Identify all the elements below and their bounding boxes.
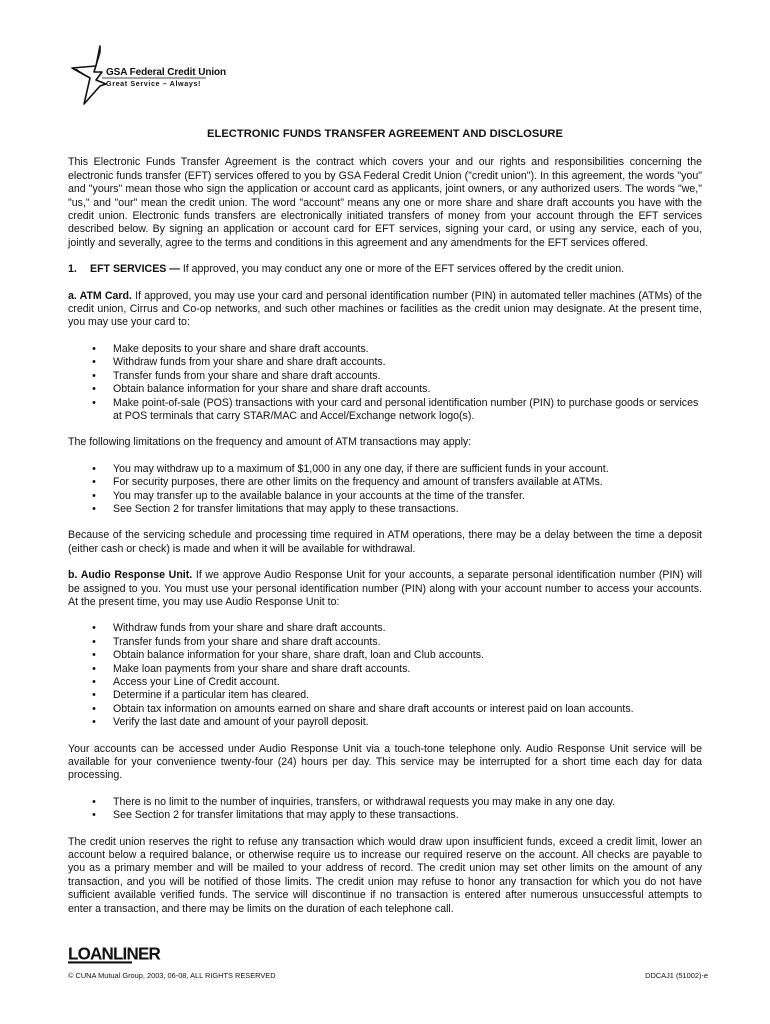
bullet-icon: • [92,622,96,635]
audio-access-note: Your accounts can be accessed under Audio Response Unit via a touch-tone telephone only. Audio Response Unit service will be available for your convenience twenty-four (24) hours per day. This service may be interrupted for a short time each day for data processing. [68,742,702,782]
section-text: If approved, you may conduct any one or more of the EFT services offered by the credit union. [179,263,625,276]
logo-slogan: Great Service – Always! [106,79,202,88]
bullet-icon: • [92,489,96,502]
bullet-icon: • [92,396,96,409]
list-item-text: There is no limit to the number of inquiries, transfers, or withdrawal requests you may make in any one day. [113,795,616,808]
bullet-icon: • [92,383,96,396]
list-item-text: Make loan payments from your share and share draft accounts. [113,662,411,675]
loanliner-logo [68,944,160,964]
list-item [92,649,702,662]
list-item-text: You may transfer up to the available balance in your accounts at the time of the transfer. [113,489,525,502]
audio-response-text: If we approve Audio Response Unit for your accounts, a separate personal identification number (PIN) will be assigned to you. You must use your personal identification number (PIN) along with your account number to access your accounts. At the present time, you may use Audio Response Unit to: [68,569,702,608]
list-item-text: Obtain tax information on amounts earned on share and share draft accounts or interest paid on loan accounts. [113,702,634,715]
list-item-text: Obtain balance information for your share and share draft accounts. [113,383,431,396]
loanliner-wordmark: LOANLINER [68,943,160,964]
bullet-icon: • [92,795,96,808]
list-item [92,396,702,424]
bullet-icon: • [92,689,96,702]
refuse-transaction-note: The credit union reserves the right to refuse any transaction which would draw upon insufficient funds, exceed a credit limit, lower an account below a required balance, or otherwise require us to increase our required reserve on the account. All checks are payable to you as a primary member and will be mailed to your address of record. The credit union may set other limits on the amount of any transaction, and you will be notified of those limits. The credit union may refuse to honor any transaction for which you do not have sufficient available verified funds. The service will discontinue if no transaction is entered after numerous unsuccessful attempts to enter a transaction, and there may be limits on the duration of each telephone call. [68,835,702,915]
atm-card-text: If approved, you may use your card and personal identification number (PIN) in automated teller machines (ATMs) of the credit union, Cirrus and Co-op networks, and such other machines or facilities as the credit union may designate. At the present time, you may use your card to: [68,289,702,329]
list-item-text: See Section 2 for transfer limitations that may apply to these transactions. [113,502,459,515]
audio-response-label: b. Audio Response Unit. [68,569,193,582]
list-item [92,342,702,356]
list-item [92,809,702,822]
page-footer [68,943,708,980]
list-item-text: For security purposes, there are other limits on the frequency and amount of transfers available at ATMs. [113,476,603,489]
list-item-text: Verify the last date and amount of your payroll deposit. [113,716,369,729]
audio-uses-list [68,622,702,729]
list-item [92,462,702,476]
bullet-icon: • [92,676,96,688]
audio-response-paragraph [68,569,702,609]
section-1-heading [68,263,702,276]
list-item-text: Determine if a particular item has cleared. [113,689,310,702]
atm-limits-intro: The following limitations on the frequency and amount of ATM transactions may apply: [68,436,472,449]
list-item-text: Transfer funds from your share and share draft accounts. [113,369,381,382]
list-item [92,502,702,516]
list-item [92,383,702,396]
atm-card-label: a. ATM Card. [68,289,132,302]
bullet-icon: • [92,502,96,515]
section-number: 1. [68,263,77,276]
list-item-text: Make point-of-sale (POS) transactions with your card and personal identification number (PIN) to purchase goods or services at POS terminals that carry STAR/MAC and Accel/Exchange network logo(s). [113,396,699,422]
list-item-text: Withdraw funds from your share and share draft accounts. [113,356,386,369]
atm-card-paragraph [68,290,702,330]
list-item [92,476,702,489]
list-item [92,662,702,676]
atm-uses-list [68,343,702,423]
list-item [92,489,702,503]
bullet-icon: • [92,635,96,648]
document-title: ELECTRONIC FUNDS TRANSFER AGREEMENT AND DISCLOSURE [207,128,563,140]
bullet-icon: • [92,809,96,822]
logo-name: GSA Federal Credit Union [106,67,227,78]
bullet-icon: • [92,716,96,729]
atm-delay-note: Because of the servicing schedule and processing time required in ATM operations, there may be a delay between the time a deposit (either cash or check) is made and when it will be available for withdrawal. [68,529,702,555]
list-item [92,676,702,689]
list-item [92,622,702,635]
copyright-text: © CUNA Mutual Group, 2003, 06-08, ALL RIGHTS RESERVED [68,971,276,980]
credit-union-logo [66,42,227,112]
list-item-text: Make deposits to your share and share draft accounts. [113,342,369,355]
list-item [92,795,702,809]
bullet-icon: • [92,649,96,662]
agreement-body [68,128,702,929]
list-item [92,689,702,702]
footer-row [68,971,708,980]
list-item-text: See Section 2 for transfer limitations that may apply to these transactions. [113,809,459,822]
bullet-icon: • [92,369,96,382]
bullet-icon: • [92,476,96,489]
list-item [92,356,702,369]
intro-paragraph: This Electronic Funds Transfer Agreement is the contract which covers your and our rights and responsibilities concerning the electronic funds transfer (EFT) services offered to you by GSA Federal Credit Union ("credit union"). In this agreement, the words "you" and "yours" mean those who sign the application or account card as applicants, joint owners, or any authorized users. The words "we," "us," and "our" mean the credit union. The word "account" means any one or more share and share draft accounts you have with the credit union. Electronic funds transfers are electronically initiated transfers of money from your account through the EFT services described below. By signing an application or account card for EFT services, signing your card, or using any service, each of you, jointly and severally, agree to the terms and conditions in this agreement and any amendments for the EFT services offered. [68,156,702,249]
section-title: EFT SERVICES — [90,263,180,276]
list-item [92,702,702,716]
bullet-icon: • [92,462,96,475]
list-item-text: Access your Line of Credit account. [113,676,280,688]
audio-limits-list [68,796,702,823]
bullet-icon: • [92,356,96,369]
atm-limits-list [68,463,702,517]
bullet-icon: • [92,662,96,675]
list-item-text: Obtain balance information for your share, share draft, loan and Club accounts. [113,649,484,662]
list-item-text: You may withdraw up to a maximum of $1,000 in any one day, if there are sufficient funds in your account. [113,462,609,475]
list-item-text: Transfer funds from your share and share draft accounts. [113,635,381,648]
list-item-text: Withdraw funds from your share and share draft accounts. [113,622,386,635]
list-item [92,635,702,649]
list-item [92,716,702,729]
bullet-icon: • [92,702,96,715]
list-item [92,369,702,383]
bullet-icon: • [92,342,96,355]
form-code: DDCAJ1 (51002)-e [645,971,708,980]
